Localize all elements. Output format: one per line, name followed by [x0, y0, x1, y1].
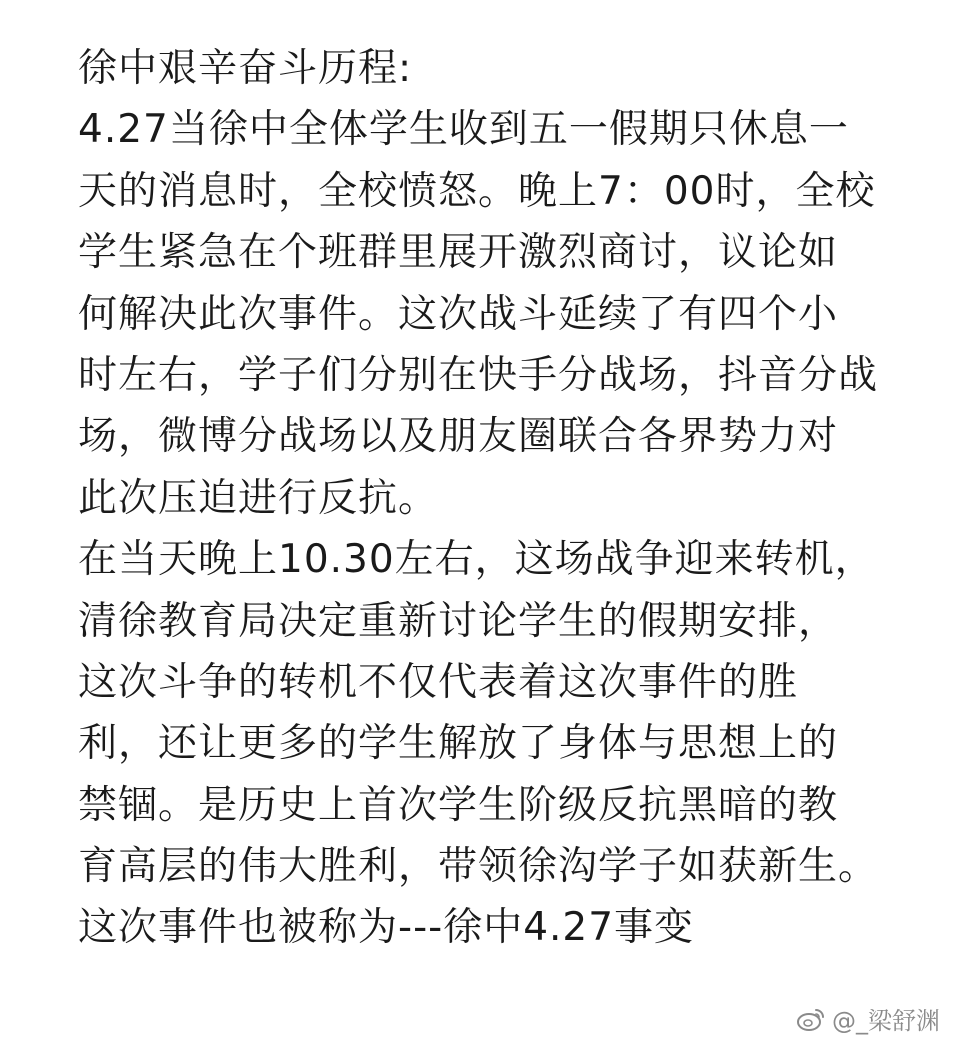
text-line: 禁锢。是历史上首次学生阶级反抗黑暗的教	[78, 782, 839, 828]
weibo-watermark	[796, 1001, 940, 1036]
text-line: 何解决此次事件。这次战斗延续了有四个小	[78, 291, 839, 337]
document-body	[78, 38, 938, 959]
text-line: 此次压迫进行反抗。	[78, 475, 439, 521]
text-line: 在当天晚上10.30左右，这场战争迎来转机，	[78, 537, 875, 583]
document-title: 徐中艰辛奋斗历程:	[78, 46, 413, 91]
weibo-icon	[796, 1006, 826, 1032]
text-line: 场，微博分战场以及朋友圈联合各界势力对	[78, 414, 839, 460]
text-line: 利，还让更多的学生解放了身体与思想上的	[78, 721, 839, 767]
text-line: 4.27当徐中全体学生收到五一假期只休息一	[78, 107, 849, 153]
text-line: 育高层的伟大胜利，带领徐沟学子如获新生。	[78, 844, 879, 890]
watermark-text: @_梁舒渊	[832, 1007, 940, 1035]
text-line: 天的消息时，全校愤怒。晚上7：00时，全校	[78, 168, 876, 214]
text-line: 时左右，学子们分别在快手分战场，抖音分战	[78, 352, 879, 398]
text-line: 这次斗争的转机不仅代表着这次事件的胜	[78, 659, 799, 705]
text-line: 这次事件也被称为---徐中4.27事变	[78, 905, 695, 951]
text-line: 学生紧急在个班群里展开激烈商讨，议论如	[78, 230, 839, 276]
text-line: 清徐教育局决定重新讨论学生的假期安排，	[78, 598, 839, 644]
